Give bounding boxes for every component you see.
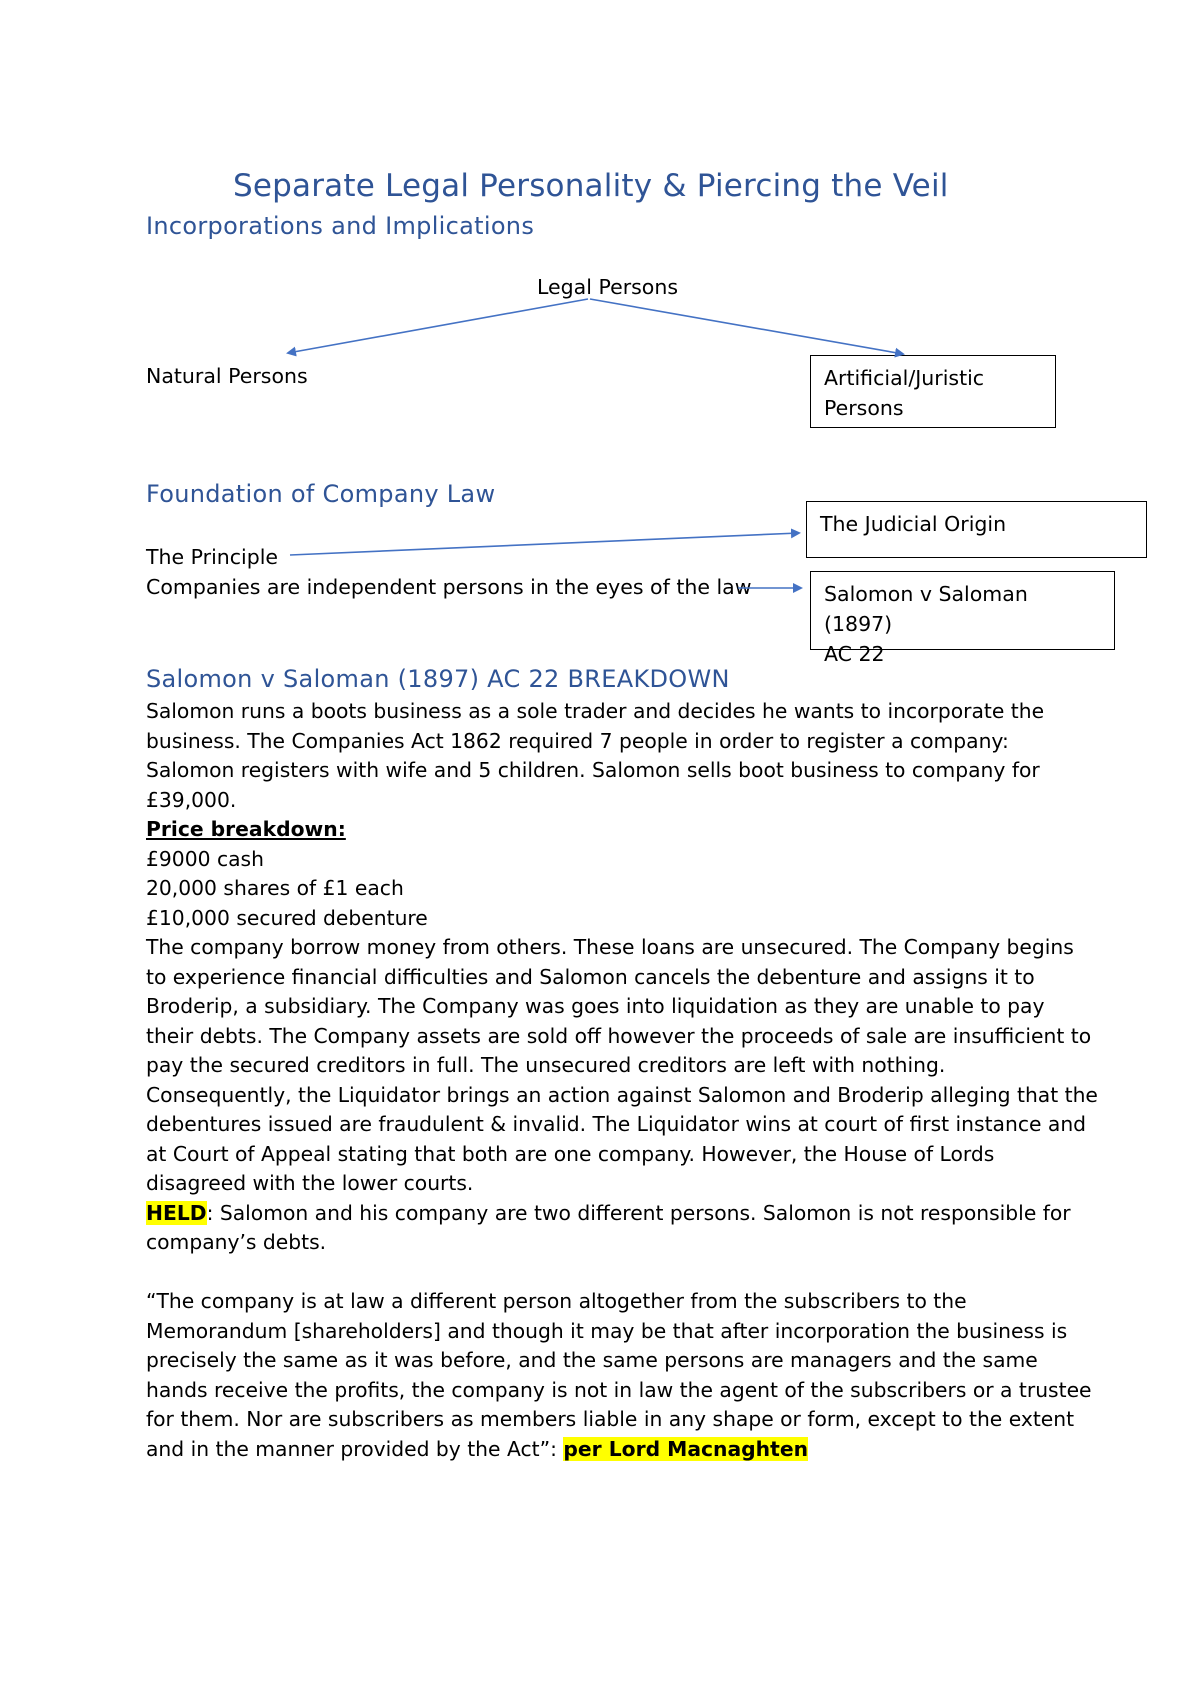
facts-line: pay the secured creditors in full. The unsecured creditors are left with nothing. xyxy=(146,1053,946,1077)
price-breakdown-label: Price breakdown: xyxy=(146,817,346,841)
principle-statement: Companies are independent persons in the eyes of the law xyxy=(146,575,752,599)
price-item: 20,000 shares of £1 each xyxy=(146,876,404,900)
subtitle: Incorporations and Implications xyxy=(146,212,535,240)
arrow-to-artificial-persons xyxy=(590,299,903,354)
artificial-persons-line1: Artificial/Juristic xyxy=(824,366,985,390)
foundation-heading: Foundation of Company Law xyxy=(146,480,496,508)
intro-line: £39,000. xyxy=(146,787,237,812)
breakdown-body xyxy=(146,697,1098,1464)
facts-line: disagreed with the lower courts. xyxy=(146,1171,474,1195)
held-label: HELD xyxy=(146,1200,207,1225)
price-item: £10,000 secured debenture xyxy=(146,905,428,930)
principle-label: The Principle xyxy=(146,545,279,569)
diagram-left-label: Natural Persons xyxy=(146,364,308,388)
quote-attribution: per Lord Macnaghten xyxy=(563,1436,809,1461)
quote-line: for them. Nor are subscribers as members liable in any shape or form, except to the extent xyxy=(146,1407,1075,1431)
facts-line: to experience financial difficulties and Salomon cancels the debenture and assigns it to xyxy=(146,964,1035,989)
facts-line: their debts. The Company assets are sold off however the proceeds of sale are insufficient to xyxy=(146,1023,1092,1048)
quote-last-line: and in the manner provided by the Act”: xyxy=(146,1436,564,1461)
artificial-persons-line2: Persons xyxy=(824,396,904,420)
case-citation-line1: Salomon v Saloman (1897) xyxy=(824,582,1028,636)
page-title: Separate Legal Personality & Piercing the Veil xyxy=(233,168,949,204)
facts-line: at Court of Appeal stating that both are one company. However, the House of Lords xyxy=(146,1141,995,1166)
arrow-to-judicial-origin xyxy=(290,533,799,555)
held-text: : Salomon and his company are two different persons. Salomon is not responsible for xyxy=(206,1200,1071,1225)
intro-line: Salomon runs a boots business as a sole trader and decides he wants to incorporate the xyxy=(146,699,1045,723)
diagram-root-label: Legal Persons xyxy=(537,275,679,299)
price-item: £9000 cash xyxy=(146,846,264,871)
quote-line: hands receive the profits, the company is not in law the agent of the subscribers or a trustee xyxy=(146,1377,1092,1402)
arrow-to-natural-persons xyxy=(288,299,588,353)
facts-line: Broderip, a subsidiary. The Company was goes into liquidation as they are unable to pay xyxy=(146,994,1045,1018)
quote-line: precisely the same as it was before, and the same persons are managers and the same xyxy=(146,1348,1038,1372)
facts-line: The company borrow money from others. These loans are unsecured. The Company begins xyxy=(146,935,1074,959)
breakdown-heading: Salomon v Saloman (1897) AC 22 BREAKDOWN xyxy=(146,665,730,693)
quote-line: “The company is at law a different person altogether from the subscribers to the xyxy=(146,1289,967,1313)
facts-line: debentures issued are fraudulent & invalid. The Liquidator wins at court of first instance and xyxy=(146,1112,1087,1136)
facts-line: Consequently, the Liquidator brings an action against Salomon and Broderip alleging that the xyxy=(146,1082,1098,1107)
intro-line: Salomon registers with wife and 5 children. Salomon sells boot business to company for xyxy=(146,758,1040,782)
held-text-continued: company’s debts. xyxy=(146,1230,327,1254)
judicial-origin-label: The Judicial Origin xyxy=(820,512,1007,536)
case-citation-line2: AC 22 xyxy=(824,642,885,666)
intro-line: business. The Companies Act 1862 required 7 people in order to register a company: xyxy=(146,728,1009,753)
quote-line: Memorandum [shareholders] and though it may be that after incorporation the business is xyxy=(146,1318,1068,1343)
